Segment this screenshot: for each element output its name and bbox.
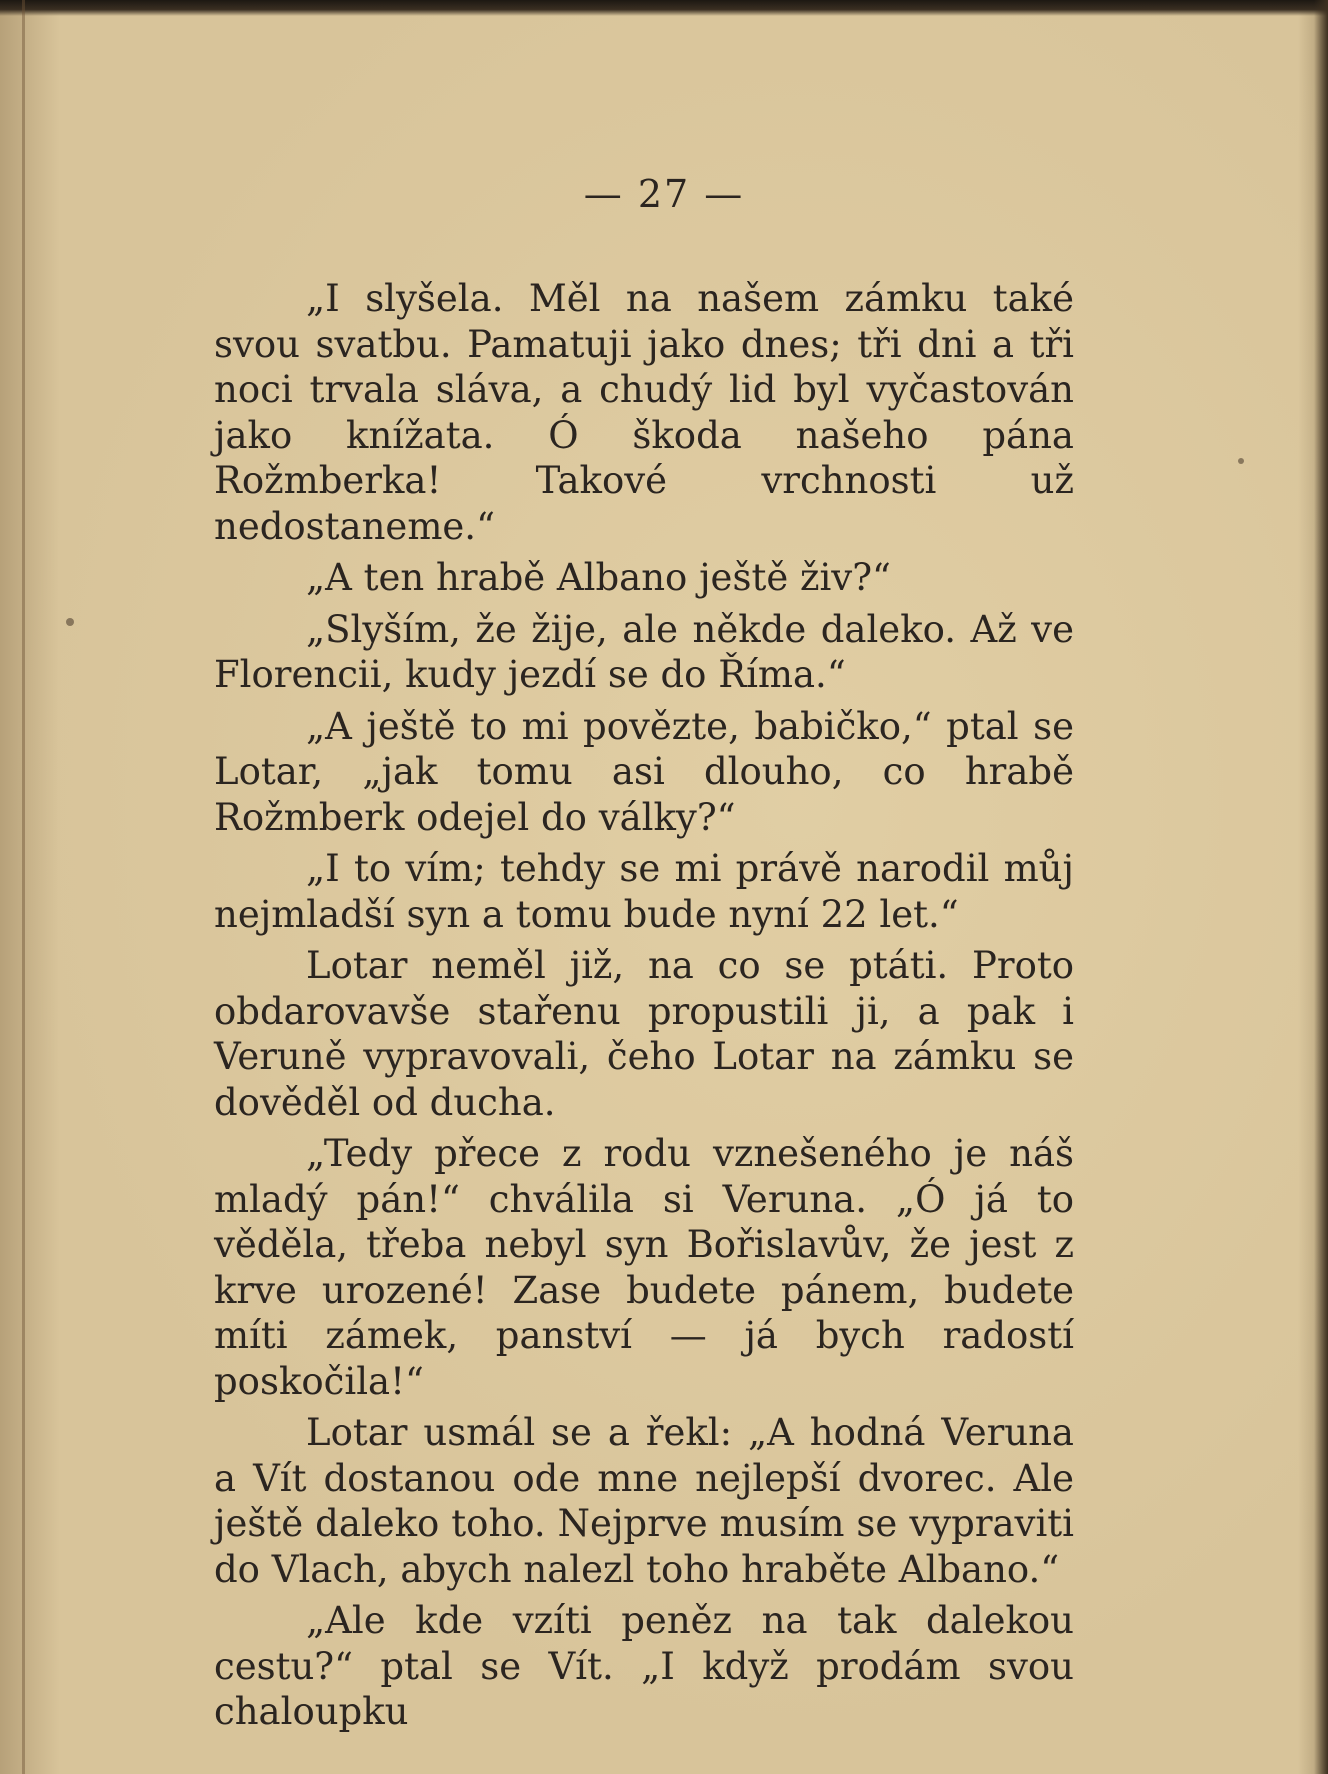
paragraph: „I slyšela. Měl na našem zámku také svou svatbu. Pamatuji jako dnes; tři dni a tři noci trvala sláva, a chudý lid byl vyčastován jako knížata. Ó škoda našeho pána Rožmberka! Takové vrchnosti už nedostaneme.“: [214, 277, 1074, 548]
page-top-shadow: [0, 0, 1328, 16]
paragraph: „I to vím; tehdy se mi právě narodil můj nejmladší syn a tomu bude nyní 22 let.“: [214, 847, 1074, 936]
page-right-shadow: [1314, 0, 1328, 1774]
paper-speck: [1238, 458, 1244, 464]
paper-speck: [66, 618, 74, 626]
page-number: — 27 —: [583, 172, 745, 216]
binding-gutter: [22, 0, 25, 1774]
paragraph: Lotar neměl již, na co se ptáti. Proto obdarovavše stařenu propustili ji, a pak i Veruně vypravovali, čeho Lotar na zámku se dověděl od ducha.: [214, 944, 1074, 1124]
paragraph: „Ale kde vzíti peněz na tak dalekou cestu?“ ptal se Vít. „I když prodám svou chaloupku: [214, 1599, 1074, 1733]
body-text: [214, 276, 1074, 1741]
paragraph: Lotar usmál se a řekl: „A hodná Veruna a Vít dostanou ode mne nejlepší dvorec. Ale ještě daleko toho. Nejprve musím se vypraviti do Vlach, abych nalezl toho hraběte Albano.“: [214, 1411, 1074, 1591]
paragraph: „Tedy přece z rodu vznešeného je náš mladý pán!“ chválila si Veruna. „Ó já to věděla, třeba nebyl syn Bořislavův, že jest z krve urozené! Zase budete pánem, budete míti zámek, panství — já bych radostí poskočila!“: [214, 1132, 1074, 1403]
paragraph: „A ten hrabě Albano ještě živ?“: [306, 556, 891, 599]
paragraph: „A ještě to mi povězte, babičko,“ ptal se Lotar, „jak tomu asi dlouho, co hrabě Rožmberk odejel do války?“: [214, 704, 1074, 839]
paragraph: „Slyším, že žije, ale někde daleko. Až ve Florencii, kudy jezdí se do Říma.“: [214, 607, 1074, 696]
